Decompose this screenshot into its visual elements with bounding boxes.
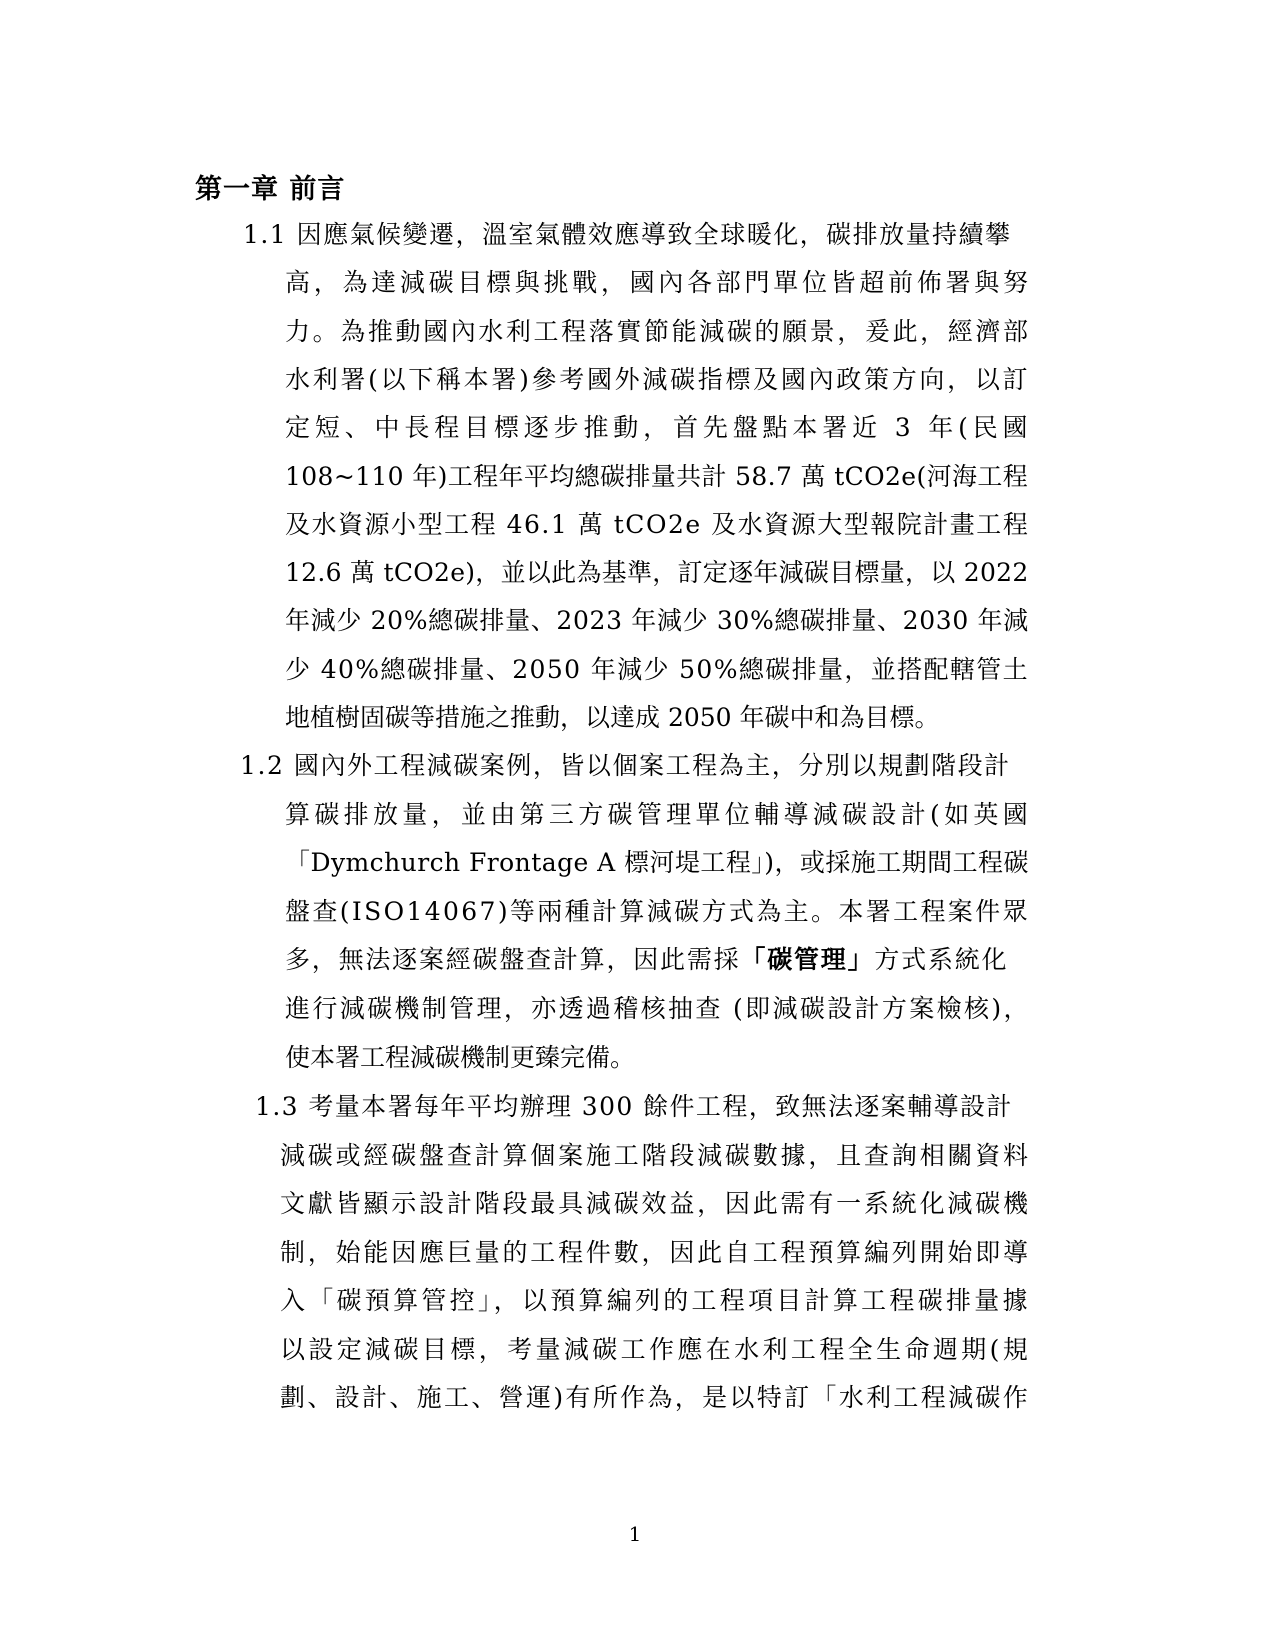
- paragraph-line: 使本署工程減碳機制更臻完備。: [285, 1042, 636, 1072]
- paragraph-line: [240, 746, 1011, 786]
- paragraph-line: 108~110 年)工程年平均總碳排量共計 58.7 萬 tCO2e(河海工程: [285, 461, 1029, 491]
- paragraph-line: 高，為達減碳目標與挑戰，國內各部門單位皆超前佈署與努: [285, 268, 1032, 298]
- paragraph-line: 12.6 萬 tCO2e)，並以此為基準，訂定逐年減碳目標量，以 2022: [285, 558, 1029, 588]
- paragraph-line: 地植樹固碳等措施之推動，以達成 2050 年碳中和為目標。: [285, 703, 940, 732]
- paragraph-line: [243, 215, 1011, 255]
- section-number: 1.3: [255, 1092, 299, 1121]
- paragraph-line: 制，始能因應巨量的工程件數，因此自工程預算編列開始即導: [280, 1237, 1031, 1267]
- paragraph-line: 少 40%總碳排量、2050 年減少 50%總碳排量，並搭配轄管土: [285, 654, 1029, 684]
- line-text: 國內外工程減碳案例，皆以個案工程為主，分別以規劃階段計: [293, 751, 1011, 780]
- paragraph-line: 「Dymchurch Frontage A 標河堤工程」)，或採施工期間工程碳: [285, 848, 1029, 878]
- line-text: 方式系統化: [874, 945, 1009, 975]
- chapter-title: 第一章 前言: [195, 174, 346, 205]
- paragraph-line: 劃、設計、施工、營運)有所作為，是以特訂「水利工程減碳作: [280, 1383, 1031, 1412]
- paragraph-line: 水利署(以下稱本署)參考國外減碳指標及國內政策方向，以訂: [285, 364, 1031, 394]
- line-text: 因應氣候變遷，溫室氣體效應導致全球暖化，碳排放量持續攀: [296, 220, 1012, 249]
- section-number: 1.2: [240, 751, 285, 780]
- paragraph-line: 減碳或經碳盤查計算個案施工階段減碳數據，且查詢相關資料: [280, 1140, 1031, 1170]
- section-number: 1.1: [243, 220, 288, 249]
- paragraph-line: 入「碳預算管控」，以預算編列的工程項目計算工程碳排量據: [280, 1286, 1031, 1315]
- line-text: 考量本署每年平均辦理 300 餘件工程，致無法逐案輔導設計: [308, 1092, 1013, 1121]
- bold-term-carbon-management: 「碳管理」: [740, 945, 875, 975]
- paragraph-line: 文獻皆顯示設計階段最具減碳效益，因此需有一系統化減碳機: [280, 1189, 1031, 1218]
- paragraph-line: 年減少 20%總碳排量、2023 年減少 30%總碳排量、2030 年減: [285, 606, 1029, 636]
- paragraph-line: [255, 1087, 1013, 1127]
- paragraph-line: 盤查(ISO14067)等兩種計算減碳方式為主。本署工程案件眾: [285, 896, 1030, 926]
- paragraph-line: 以設定減碳目標，考量減碳工作應在水利工程全生命週期(規: [280, 1334, 1032, 1364]
- paragraph-line: 力。為推動國內水利工程落實節能減碳的願景，爰此，經濟部: [285, 316, 1031, 346]
- paragraph-line: 算碳排放量，並由第三方碳管理單位輔導減碳設計(如英國: [285, 799, 1033, 829]
- paragraph-line: 定短、中長程目標逐步推動，首先盤點本署近 3 年(民國: [285, 413, 1033, 443]
- paragraph-line: [285, 940, 1008, 980]
- line-text: 多，無法逐案經碳盤查計算，因此需採: [285, 945, 741, 975]
- paragraph-line: 進行減碳機制管理，亦透過稽核抽查 (即減碳設計方案檢核)，: [285, 994, 1031, 1023]
- page-number: 1: [628, 1522, 642, 1546]
- paragraph-line: 及水資源小型工程 46.1 萬 tCO2e 及水資源大型報院計畫工程: [285, 509, 1030, 539]
